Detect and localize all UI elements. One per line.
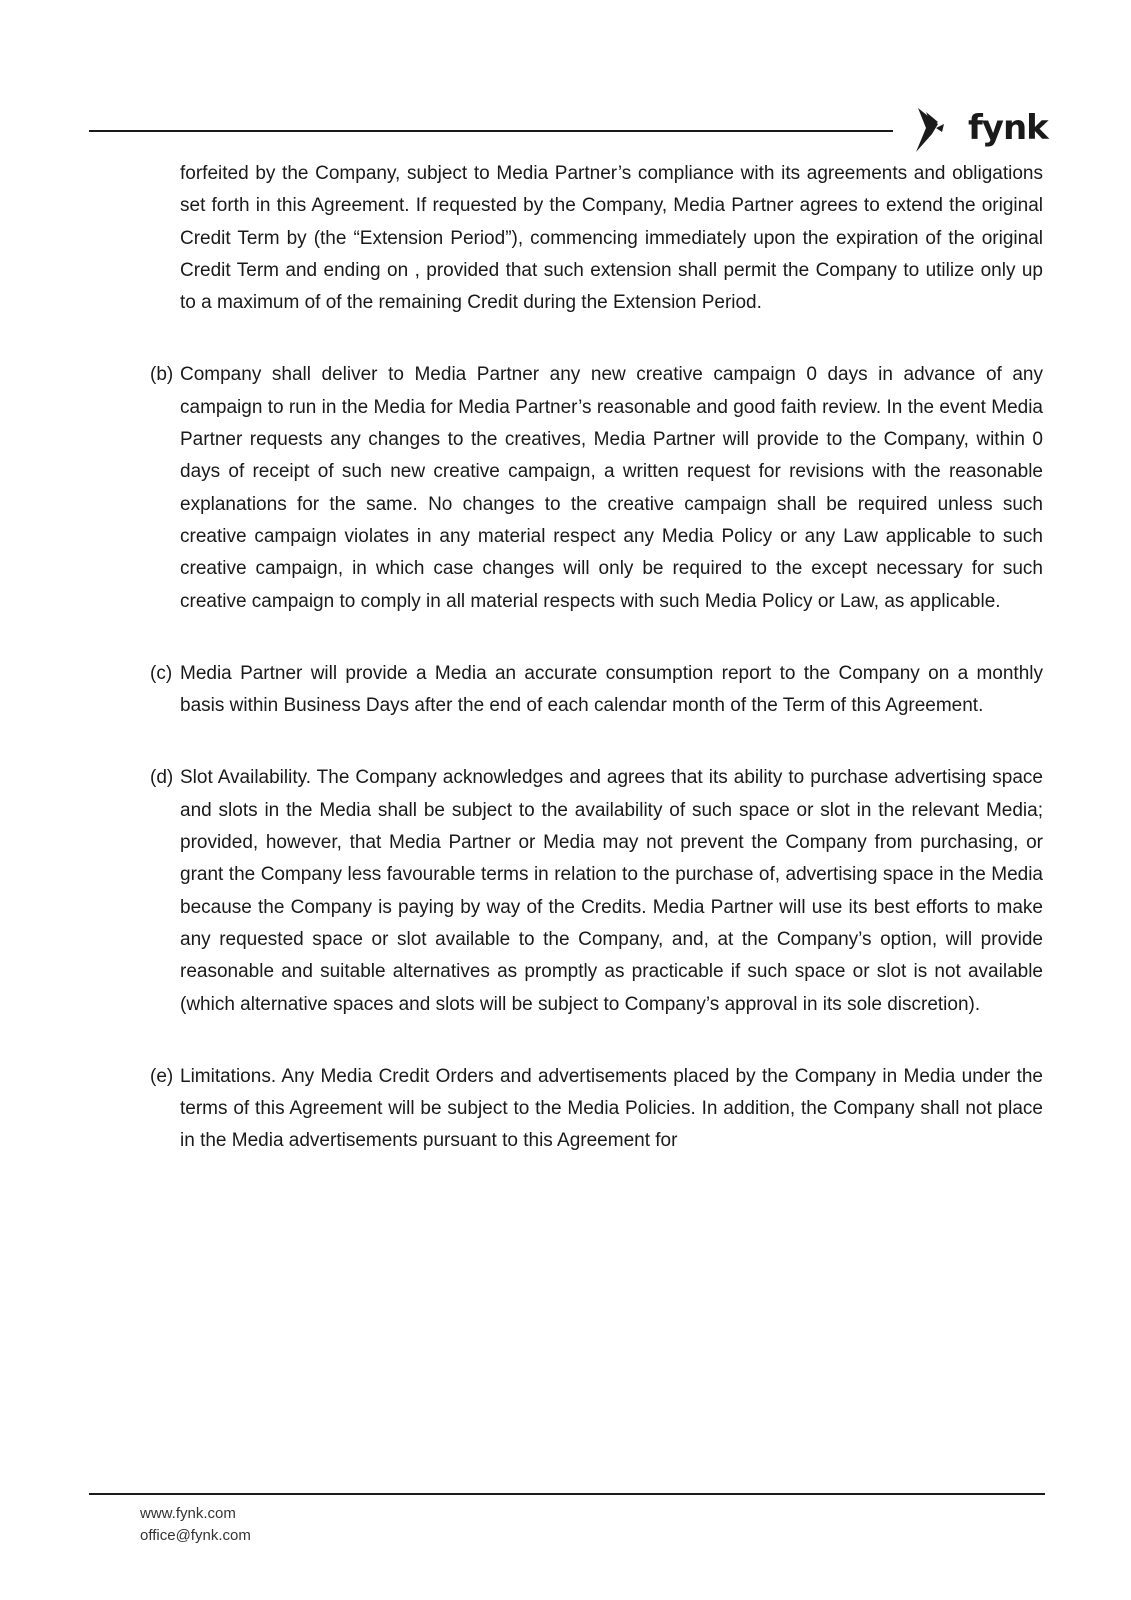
fynk-logo: [912, 104, 1048, 156]
footer-email-link[interactable]: office@fynk.com: [140, 1527, 251, 1544]
footer-divider: [89, 1493, 1045, 1495]
clause-marker: (c): [150, 662, 173, 684]
logo-wordmark: fynk: [968, 108, 1048, 148]
clause-e: [150, 1061, 1043, 1158]
clause-marker: (d): [150, 767, 174, 789]
document-body: [150, 158, 1043, 1198]
clause-text: Company shall deliver to Media Partner any new creative campaign 0 days in advance of any campaign to run in the Media for Media Partner’s reasonable and good faith review. In the event Media Partner requests any changes to the creatives, Media Partner will provide to the Company, within 0 days of receipt of such new creative campaign, a written request for revisions with the reasonable explanations for the same. No changes to the creative campaign shall be required unless such creative campaign violates in any material respect any Media Policy or any Law applicable to such creative campaign, in which case changes will only be required to the except necessary for such creative campaign to comply in all material respects with such Media Policy or Law, as applicable.: [180, 364, 1043, 612]
clause-marker: (b): [150, 364, 174, 386]
header-divider: [89, 130, 893, 132]
clause-marker: (e): [150, 1065, 174, 1087]
clause-text: Slot Availability. The Company acknowledges and agrees that its ability to purchase advertising space and slots in the Media shall be subject to the availability of such space or slot in the relevant Media; provided, however, that Media Partner or Media may not prevent the Company from purchasing, or grant the Company less favourable terms in relation to the purchase of, advertising space in the Media because the Company is paying by way of the Credits. Media Partner will use its best efforts to make any requested space or slot available to the Company, and, at the Company’s option, will provide reasonable and suitable alternatives as promptly as practicable if such space or slot is not available (which alternative spaces and slots will be subject to Company’s approval in its sole discretion).: [180, 767, 1043, 1015]
footer: [140, 1503, 251, 1547]
bird-logo-icon: [912, 104, 968, 156]
clause-text: Limitations. Any Media Credit Orders and advertisements placed by the Company in Media under the terms of this Agreement will be subject to the Media Policies. In addition, the Company shall not place in the Media advertisements pursuant to this Agreement for: [180, 1065, 1043, 1152]
clause-b: [150, 359, 1043, 617]
clause-text: Media Partner will provide a Media an accurate consumption report to the Company on a monthly basis within Business Days after the end of each calendar month of the Term of this Agreement.: [180, 662, 1043, 717]
footer-website-link[interactable]: www.fynk.com: [140, 1505, 236, 1522]
continuation-paragraph: forfeited by the Company, subject to Media Partner’s compliance with its agreements and obligations set forth in this Agreement. If requested by the Company, Media Partner agrees to extend the original Credit Term by (the “Extension Period”), commencing immediately upon the expiration of the original Credit Term and ending on , provided that such extension shall permit the Company to utilize only up to a maximum of of the remaining Credit during the Extension Period.: [180, 163, 1043, 314]
clause-c: [150, 658, 1043, 723]
clause-d: [150, 762, 1043, 1020]
